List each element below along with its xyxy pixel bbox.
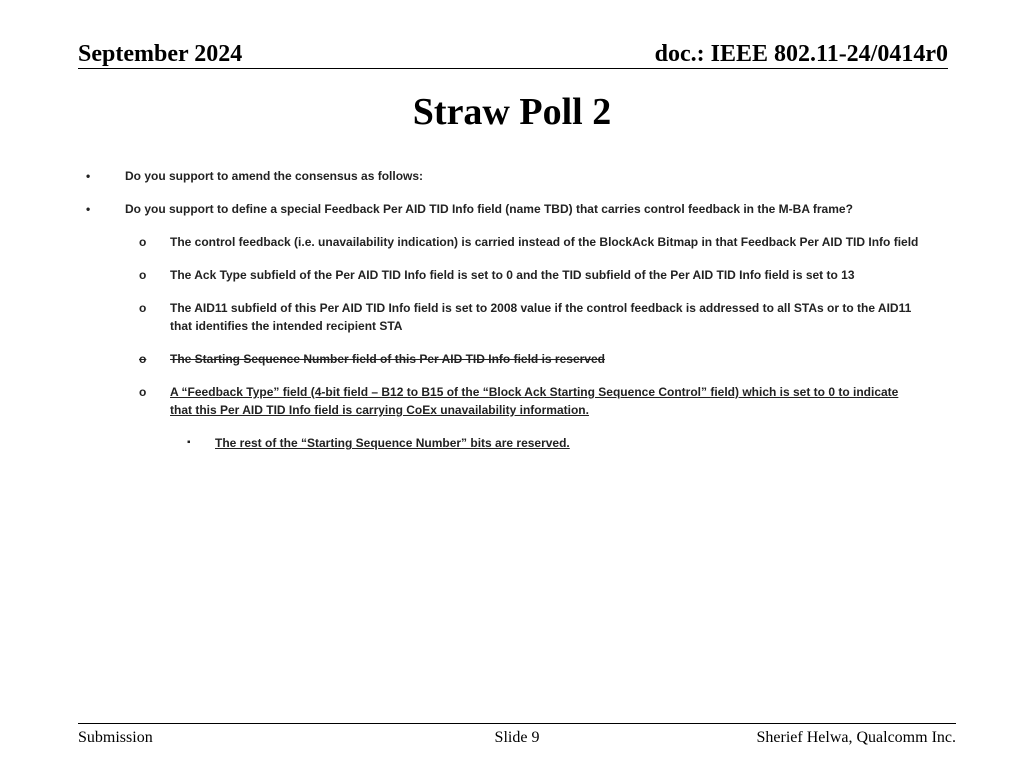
header-divider (78, 68, 948, 69)
sub-bullet-marker: o (139, 268, 147, 282)
slide-title: Straw Poll 2 (412, 91, 612, 133)
bullet-text: Do you support to amend the consensus as follows: (125, 169, 424, 183)
sub-bullet-5-underlined (139, 383, 959, 419)
sub-bullet-3 (139, 299, 959, 335)
sub-bullet-text: The Ack Type subfield of the Per AID TID Info field is set to 0 and the TID subfield of the Per AID TID Info field is set to 13 (170, 268, 855, 282)
bullet-text: Do you support to define a special Feedback Per AID TID Info field (name TBD) that carries control feedback in the M-BA frame? (125, 202, 853, 216)
footer-submission: Submission (78, 729, 153, 746)
sub-bullet-marker: o (139, 385, 147, 399)
sub-bullet-text-continued: that this Per AID TID Info field is carrying CoEx unavailability information. (170, 403, 589, 417)
footer-slide-number: Slide 9 (494, 729, 540, 746)
header-doc-id: doc.: IEEE 802.11-24/0414r0 (654, 41, 948, 67)
sub-bullet-marker: o (139, 235, 147, 249)
bullet-marker: • (86, 202, 91, 216)
sub-bullet-text-continued: that identifies the intended recipient STA (170, 319, 403, 333)
sub-bullet-marker: o (139, 352, 147, 366)
footer-author: Sherief Helwa, Qualcomm Inc. (756, 729, 956, 746)
sub-bullet-text: A “Feedback Type” field (4-bit field – B12 to B15 of the “Block Ack Starting Sequence Control” field) which is set to 0 to indicate (170, 385, 899, 399)
square-bullet-marker: ▪ (187, 437, 191, 448)
sub-bullet-text: The AID11 subfield of this Per AID TID Info field is set to 2008 value if the control feedback is addressed to all STAs or to the AID11 (170, 301, 912, 315)
sub-bullet-text: The control feedback (i.e. unavailability indication) is carried instead of the BlockAck Bitmap in that Feedback Per AID TID Info field (170, 235, 919, 249)
footer-divider (78, 723, 956, 724)
sub-bullet-marker: o (139, 301, 147, 315)
sub-sub-bullet-text: The rest of the “Starting Sequence Number” bits are reserved. (215, 436, 570, 450)
header-date: September 2024 (78, 41, 243, 67)
bullet-marker: • (86, 169, 91, 183)
sub-bullet-text: The Starting Sequence Number field of this Per AID TID Info field is reserved (170, 352, 605, 366)
